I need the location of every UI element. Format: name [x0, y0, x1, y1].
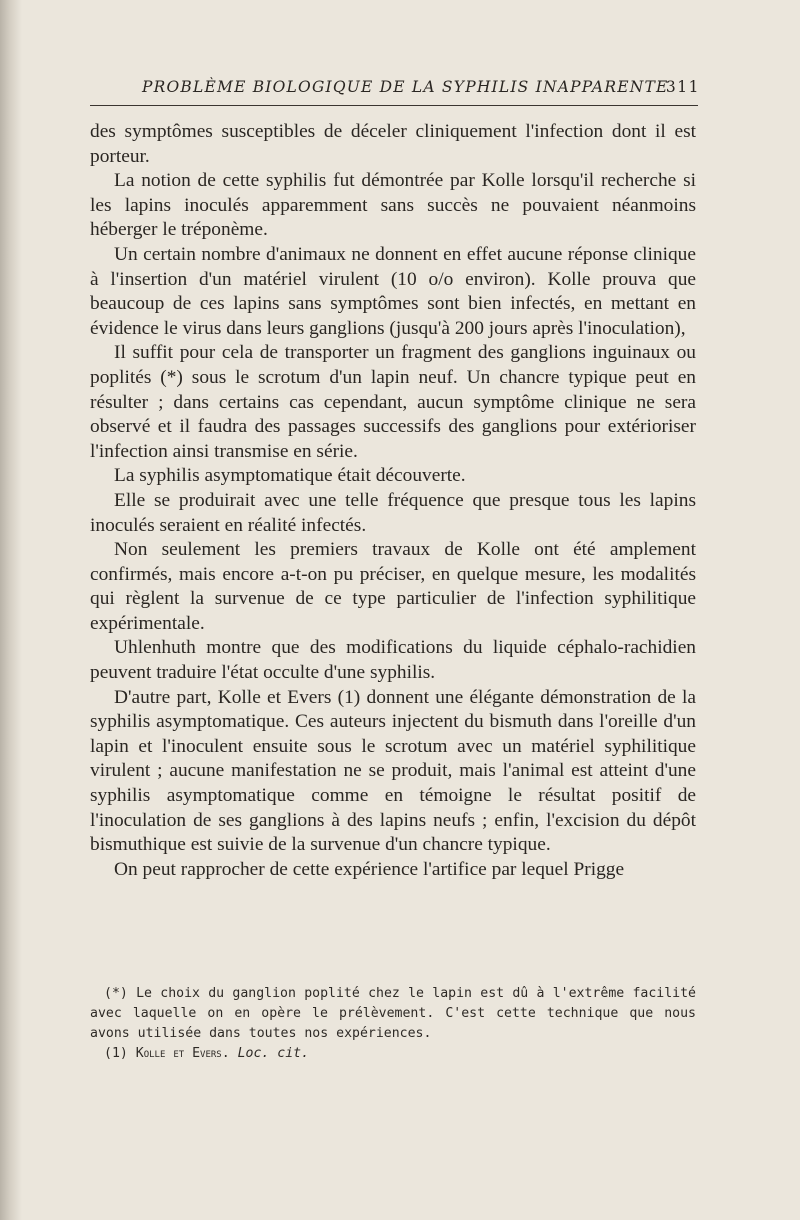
paragraph: des symptômes susceptibles de déceler cliniquement l'infection dont il est porteur. [90, 121, 696, 167]
header-rule [90, 105, 698, 106]
footnotes [90, 984, 696, 1064]
page-gutter-shadow [0, 0, 22, 1220]
paragraph: Uhlenhuth montre que des modifications du liquide céphalo-rachidien peuvent traduire l'état occulte d'une syphilis. [90, 637, 696, 684]
footnote-star: (*) Le choix du ganglion poplité chez le lapin est dû à l'extrême facilité avec laquelle on en opère le prélèvement. C'est cette technique que nous avons utilisée dans toutes nos expériences. [90, 986, 696, 1041]
paragraph: La notion de cette syphilis fut démontrée par Kolle lorsqu'il recherche si les lapins inoculés apparemment sans succès ne pouvaient néanmoins héberger le tréponème. [90, 170, 696, 241]
paragraph: Elle se produirait avec une telle fréquence que presque tous les lapins inoculés seraient en réalité infectés. [90, 489, 696, 536]
paragraph: Il suffit pour cela de transporter un fragment des ganglions inguinaux ou poplités (*) sous le scrotum d'un lapin neuf. Un chancre typique peut en résulter ; dans certains cas cependant, aucun symptôme clinique ne sera observé et il faudra des passages successifs des ganglions pour extérioriser l'infection ainsi transmise en série. [90, 342, 696, 462]
paragraph: Un certain nombre d'animaux ne donnent en effet aucune réponse clinique à l'insertion d'un matériel virulent (10 o/o environ). Kolle prouva que beaucoup de ces lapins sans symptômes sont bien infectés, en mettant en évidence le virus dans leurs ganglions (jusqu'à 200 jours après l'inoculation), [90, 243, 696, 339]
running-title: PROBLÈME BIOLOGIQUE DE LA SYPHILIS INAPPARENTE [142, 78, 669, 96]
footnote-1-reference: Loc. cit. [237, 1046, 310, 1061]
paragraph: On peut rapprocher de cette expérience l'artifice par lequel Prigge [114, 858, 625, 880]
paragraph: Non seulement les premiers travaux de Kolle ont été amplement confirmés, mais encore a-t-on pu préciser, en quelque mesure, les modalités qui règlent la survenue de ce type particulier de l'infection syphilitique expérimentale. [90, 539, 696, 634]
paragraph: D'autre part, Kolle et Evers (1) donnent une élégante démonstration de la syphilis asymptomatique. Ces auteurs injectent du bismuth dans l'oreille d'un lapin et l'inoculent ensuite sous le scrotum avec un matériel syphilitique virulent ; aucune manifestation ne se produit, mais l'animal est atteint d'une syphilis asymptomatique comme en témoigne le résultat positif de l'inoculation de ses ganglions à des lapins neufs ; enfin, l'excision du dépôt bismuthique est suivie de la survenue d'un chancre typique. [90, 686, 696, 856]
footnote-1-number: (1) [104, 1046, 136, 1061]
page-number: 311 [665, 78, 700, 96]
page-header [90, 78, 700, 100]
paragraph: La syphilis asymptomatique était découverte. [114, 465, 466, 487]
footnote-1 [90, 1044, 696, 1064]
body-text [90, 120, 696, 882]
footnote-1-authors: Kolle et Evers. [135, 1046, 230, 1061]
